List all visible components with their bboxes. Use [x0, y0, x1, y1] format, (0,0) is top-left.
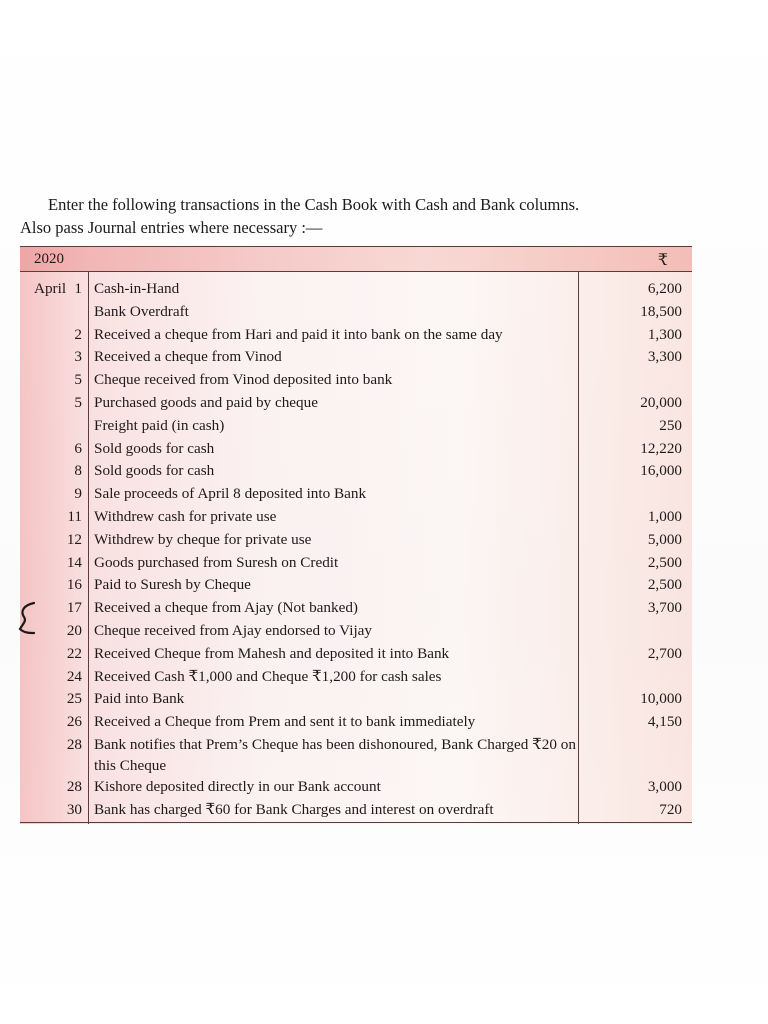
table-row — [20, 711, 692, 734]
table-row — [20, 574, 692, 597]
row-date: 28 — [66, 735, 82, 753]
row-description: Cash-in-Hand — [94, 280, 180, 297]
row-description: Freight paid (in cash) — [94, 416, 225, 434]
row-amount: 18,500 — [640, 302, 682, 320]
row-description: Kishore deposited directly in our Bank account — [94, 777, 381, 795]
row-amount: 4,150 — [647, 713, 682, 731]
table-row — [20, 369, 692, 392]
table-row — [20, 597, 692, 620]
row-amount: 250 — [659, 416, 682, 434]
table-row — [20, 734, 692, 776]
table-row — [20, 688, 692, 711]
row-amount: 5,000 — [647, 530, 682, 548]
table-row — [20, 324, 692, 347]
table-row — [20, 392, 692, 415]
row-amount: 720 — [659, 800, 682, 818]
row-date: 2 — [74, 325, 82, 343]
row-amount: 3,000 — [647, 777, 682, 795]
row-amount: 3,300 — [647, 348, 682, 366]
currency-header: ₹ — [657, 252, 668, 269]
row-amount: 1,300 — [647, 325, 682, 343]
row-amount: 20,000 — [640, 393, 682, 411]
question-instruction — [20, 193, 700, 239]
row-description: Withdrew cash for private use — [94, 507, 277, 525]
row-amount: 6,200 — [647, 280, 682, 297]
table-row — [20, 301, 692, 324]
transactions-table — [20, 246, 692, 824]
table-header — [20, 246, 692, 272]
row-date: 6 — [74, 439, 82, 457]
row-description: Purchased goods and paid by cheque — [94, 393, 318, 411]
row-description: Received a cheque from Vinod — [94, 348, 282, 366]
year-header: 2020 — [34, 251, 64, 267]
row-description: Cheque received from Vinod deposited into bank — [94, 371, 393, 389]
table-row — [20, 799, 692, 822]
row-date: 16 — [66, 576, 82, 594]
instruction-line-2: Also pass Journal entries where necessary :— — [20, 218, 323, 237]
row-date: 12 — [66, 530, 82, 548]
row-description: Received a cheque from Ajay (Not banked) — [94, 599, 358, 617]
row-amount: 10,000 — [640, 690, 682, 708]
row-date: 5 — [74, 393, 82, 411]
table-row — [20, 415, 692, 438]
row-amount: 3,700 — [647, 599, 682, 617]
table-bottom-rule — [20, 822, 692, 823]
row-amount: 2,500 — [647, 576, 682, 594]
table-row — [20, 643, 692, 666]
table-row — [20, 483, 692, 506]
row-description: Goods purchased from Suresh on Credit — [94, 553, 339, 571]
instruction-line-1: Enter the following transactions in the Cash Book with Cash and Bank columns. — [48, 195, 580, 214]
row-description: Bank Overdraft — [94, 302, 189, 320]
row-amount: 12,220 — [640, 439, 682, 457]
row-date: 9 — [74, 485, 82, 503]
row-description: Withdrew by cheque for private use — [94, 530, 312, 548]
row-description: Bank has charged ₹60 for Bank Charges and interest on overdraft — [94, 800, 494, 818]
table-row — [20, 620, 692, 643]
row-description: Received a Cheque from Prem and sent it to bank immediately — [94, 713, 476, 731]
row-date: 28 — [66, 777, 82, 795]
table-row — [20, 776, 692, 799]
table-row — [20, 438, 692, 461]
row-date: 14 — [66, 553, 82, 571]
row-amount: 1,000 — [647, 507, 682, 525]
row-date: 8 — [74, 462, 82, 480]
table-row — [20, 529, 692, 552]
table-body — [20, 278, 692, 822]
row-date: 26 — [66, 713, 82, 731]
table-row — [20, 552, 692, 575]
row-description: Received Cheque from Mahesh and deposited it into Bank — [94, 644, 450, 662]
row-description: Cheque received from Ajay endorsed to Vijay — [94, 621, 373, 639]
row-date: 25 — [66, 690, 82, 708]
row-description: Bank notifies that Prem’s Cheque has been dishonoured, Bank Charged ₹20 on this Cheque — [94, 735, 576, 774]
row-description: Received Cash ₹1,000 and Cheque ₹1,200 for cash sales — [94, 667, 442, 685]
row-date: 22 — [66, 644, 82, 662]
table-row — [20, 460, 692, 483]
table-row — [20, 278, 692, 301]
row-description: Sale proceeds of April 8 deposited into Bank — [94, 485, 367, 503]
row-date: 5 — [74, 371, 82, 389]
row-description: Received a cheque from Hari and paid it into bank on the same day — [94, 325, 503, 343]
row-date: 1 — [74, 280, 82, 297]
row-description: Sold goods for cash — [94, 462, 215, 480]
row-amount: 16,000 — [640, 462, 682, 480]
row-amount: 2,500 — [647, 553, 682, 571]
table-row — [20, 506, 692, 529]
table-row — [20, 666, 692, 689]
row-date: 11 — [67, 507, 82, 525]
row-description: Sold goods for cash — [94, 439, 215, 457]
row-date: 3 — [74, 348, 82, 366]
row-description: Paid into Bank — [94, 690, 185, 708]
row-month: April — [34, 280, 67, 297]
table-row — [20, 346, 692, 369]
row-date: 24 — [66, 667, 82, 685]
row-date: 17 — [66, 599, 82, 617]
row-amount: 2,700 — [647, 644, 682, 662]
row-date: 30 — [66, 800, 82, 818]
row-description: Paid to Suresh by Cheque — [94, 576, 251, 594]
row-date: 20 — [66, 621, 82, 639]
